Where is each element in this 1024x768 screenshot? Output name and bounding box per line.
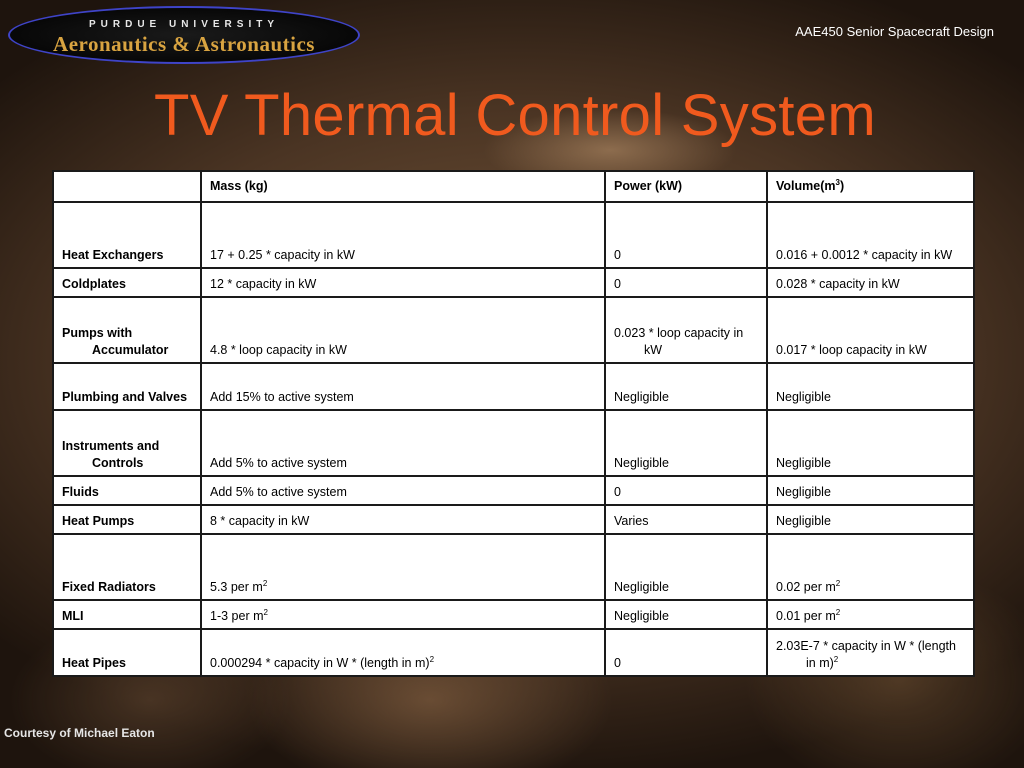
mass-cell: Add 5% to active system (201, 476, 605, 505)
row-label: Heat Pipes (53, 629, 201, 676)
mass-cell: Add 5% to active system (201, 410, 605, 476)
table-row (53, 476, 974, 505)
power-cell: 0 (605, 202, 767, 268)
thermal-spec-table (52, 170, 975, 677)
volume-cell: Negligible (767, 505, 974, 534)
mass-cell: Add 15% to active system (201, 363, 605, 410)
volume-cell: 0.017 * loop capacity in kW (767, 297, 974, 363)
volume-cell: 0.01 per $m^2$ (767, 600, 974, 629)
power-cell: 0 (605, 476, 767, 505)
row-label: Coldplates (53, 268, 201, 297)
logo-department-name: Aeronautics & Astronautics (53, 32, 315, 56)
row-label: Pumps with Accumulator (53, 297, 201, 363)
mass-cell: 0.000294 * capacity in W * (length in m)$^2$ (201, 629, 605, 676)
volume-cell: Negligible (767, 363, 974, 410)
power-cell: 0 (605, 629, 767, 676)
volume-cell: 2.03E-7 * capacity in W * (length in m)$^2$ (767, 629, 974, 676)
header-cell-power: Power (kW) (605, 171, 767, 202)
course-label: AAE450 Senior Spacecraft Design (795, 24, 994, 39)
header-cell-mass: Mass (kg) (201, 171, 605, 202)
table-row (53, 410, 974, 476)
power-cell: Negligible (605, 363, 767, 410)
row-label: MLI (53, 600, 201, 629)
row-label: Fluids (53, 476, 201, 505)
power-cell: Negligible (605, 410, 767, 476)
row-label: Heat Pumps (53, 505, 201, 534)
volume-cell: 0.028 * capacity in kW (767, 268, 974, 297)
mass-cell: 4.8 * loop capacity in kW (201, 297, 605, 363)
power-cell: Varies (605, 505, 767, 534)
image-credit: Courtesy of Michael Eaton (4, 726, 155, 740)
table-row (53, 268, 974, 297)
table-row (53, 600, 974, 629)
volume-cell: Negligible (767, 410, 974, 476)
row-label: Heat Exchangers (53, 202, 201, 268)
power-cell: Negligible (605, 534, 767, 600)
table-row (53, 505, 974, 534)
row-label: Plumbing and Valves (53, 363, 201, 410)
header-cell-volume: $Volume(m^3)$ (767, 171, 974, 202)
row-label: Instruments and Controls (53, 410, 201, 476)
volume-cell: 0.016 + 0.0012 * capacity in kW (767, 202, 974, 268)
mass-cell: 12 * capacity in kW (201, 268, 605, 297)
mass-cell: 5.3 per $m^2$ (201, 534, 605, 600)
power-cell: Negligible (605, 600, 767, 629)
mass-cell: 1-3 per $m^2$ (201, 600, 605, 629)
table-row (53, 534, 974, 600)
logo-university-name: PURDUE UNIVERSITY (88, 19, 279, 30)
volume-cell: Negligible (767, 476, 974, 505)
mass-cell: 8 * capacity in kW (201, 505, 605, 534)
slide-title: TV Thermal Control System (154, 83, 876, 148)
table-header-row (53, 171, 974, 202)
table-row (53, 297, 974, 363)
table-row (53, 629, 974, 676)
mass-cell: 17 + 0.25 * capacity in kW (201, 202, 605, 268)
volume-cell: 0.02 per $m^2$ (767, 534, 974, 600)
table-row (53, 202, 974, 268)
power-cell: 0 (605, 268, 767, 297)
power-cell: 0.023 * loop capacity in kW (605, 297, 767, 363)
university-logo (8, 6, 360, 64)
header-cell-empty (53, 171, 201, 202)
table-row (53, 363, 974, 410)
row-label: Fixed Radiators (53, 534, 201, 600)
